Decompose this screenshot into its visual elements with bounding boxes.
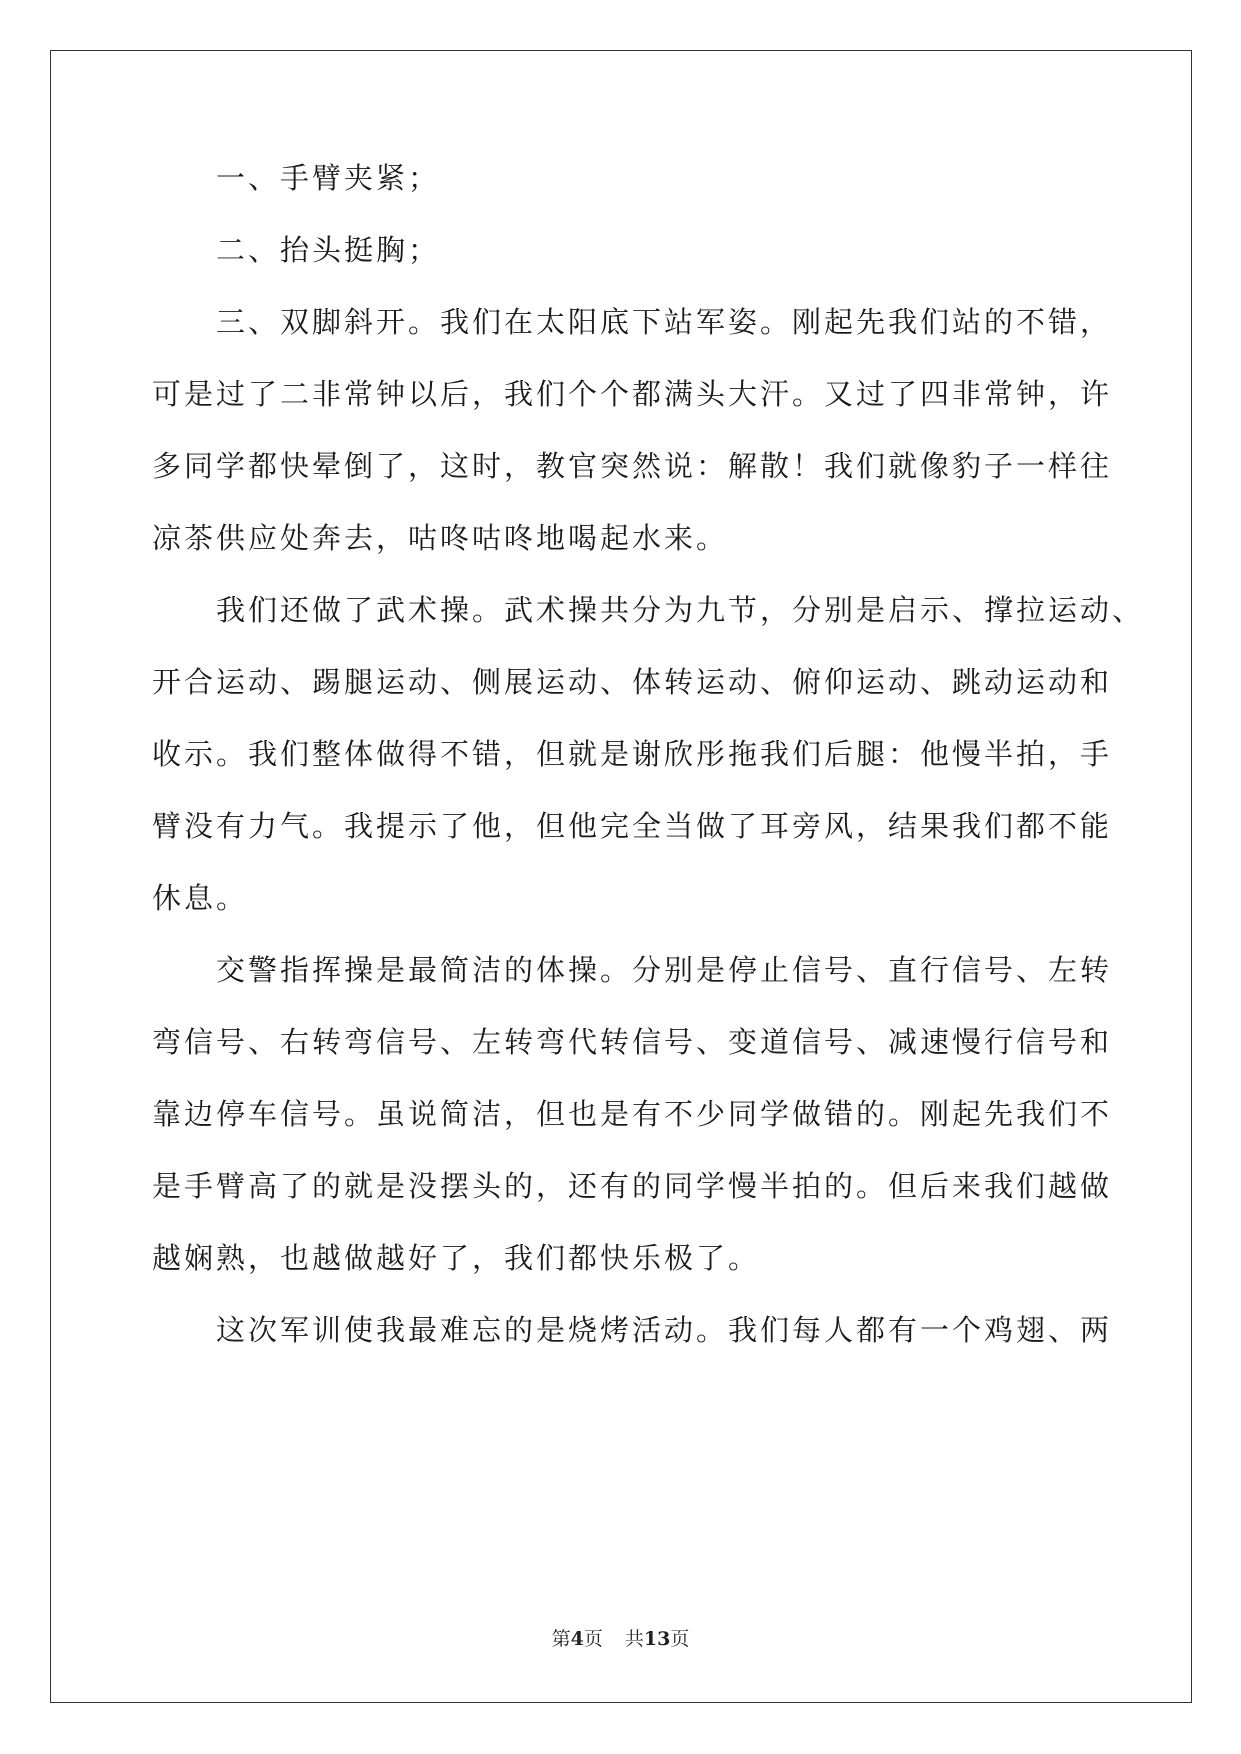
text-line: 这次军训使我最难忘的是烧烤活动。我们每人都有一个鸡翅、两 — [152, 1313, 1113, 1347]
text-line: 凉茶供应处奔去，咕咚咕咚地喝起水来。 — [152, 521, 729, 555]
text-line: 三、双脚斜开。我们在太阳底下站军姿。刚起先我们站的不错， — [152, 305, 1113, 339]
text-line: 二、抬头挺胸； — [152, 233, 441, 267]
page-border — [50, 50, 1192, 1703]
text-line: 弯信号、右转弯信号、左转弯代转信号、变道信号、减速慢行信号和 — [152, 1025, 1113, 1059]
text-line: 我们还做了武术操。武术操共分为九节，分别是启示、撑拉运动、 — [152, 593, 1145, 627]
total-suffix: 页 — [670, 1628, 690, 1650]
text-line: 可是过了二非常钟以后，我们个个都满头大汗。又过了四非常钟，许 — [152, 377, 1113, 411]
page-prefix: 第 — [551, 1628, 571, 1650]
text-line: 交警指挥操是最简洁的体操。分别是停止信号、直行信号、左转 — [152, 953, 1113, 987]
text-line: 开合运动、踢腿运动、侧展运动、体转运动、俯仰运动、跳动运动和 — [152, 665, 1113, 699]
text-line: 收示。我们整体做得不错，但就是谢欣彤拖我们后腿：他慢半拍，手 — [152, 737, 1113, 771]
page-footer — [0, 1624, 1241, 1651]
page-suffix: 页 — [583, 1628, 603, 1650]
total-pages: 13 — [643, 1628, 671, 1650]
text-line: 越娴熟，也越做越好了，我们都快乐极了。 — [152, 1241, 761, 1275]
text-line: 休息。 — [152, 881, 249, 915]
text-line: 一、手臂夹紧； — [152, 161, 441, 195]
text-line: 多同学都快晕倒了，这时，教官突然说：解散！我们就像豹子一样往 — [152, 449, 1113, 483]
text-line: 臂没有力气。我提示了他，但他完全当做了耳旁风，结果我们都不能 — [152, 809, 1113, 843]
text-line: 靠边停车信号。虽说简洁，但也是有不少同学做错的。刚起先我们不 — [152, 1097, 1113, 1131]
total-prefix: 共 — [624, 1628, 644, 1650]
page-number: 4 — [570, 1628, 584, 1650]
text-line: 是手臂高了的就是没摆头的，还有的同学慢半拍的。但后来我们越做 — [152, 1169, 1113, 1203]
